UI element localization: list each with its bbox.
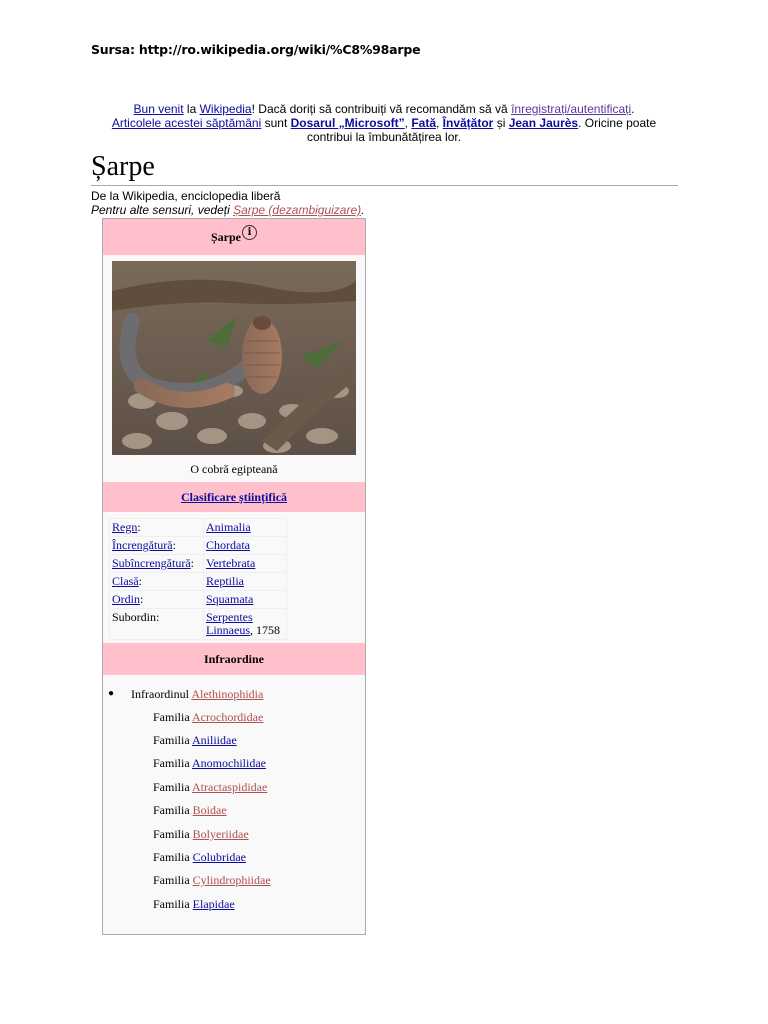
rank-cell bbox=[110, 519, 204, 537]
value-link[interactable]: Squamata bbox=[206, 592, 254, 606]
article-link-invatator[interactable]: Învățător bbox=[442, 116, 494, 130]
infobox-title bbox=[103, 219, 365, 255]
table-row bbox=[110, 609, 287, 640]
value-link[interactable]: Chordata bbox=[206, 538, 250, 552]
family-prefix: Familia bbox=[153, 897, 193, 911]
list-item bbox=[153, 756, 266, 771]
infobox-title-text: Șarpe bbox=[211, 230, 241, 244]
family-link[interactable]: Acrochordidae bbox=[192, 710, 264, 724]
rank-cell bbox=[110, 609, 204, 640]
value-cell bbox=[204, 573, 287, 591]
infobox bbox=[102, 218, 366, 935]
page-title: Șarpe bbox=[91, 150, 678, 186]
family-prefix: Familia bbox=[153, 710, 192, 724]
list-item bbox=[153, 780, 267, 795]
site-notice bbox=[100, 102, 668, 144]
list-item bbox=[108, 687, 263, 702]
notice-text: sunt bbox=[261, 116, 291, 130]
list-item bbox=[153, 803, 227, 818]
rank-colon: : bbox=[138, 574, 143, 588]
classification-link[interactable]: Clasificare științifică bbox=[180, 490, 288, 504]
family-prefix: Familia bbox=[153, 827, 193, 841]
taxonomy-table bbox=[109, 518, 287, 640]
value-link[interactable]: Reptilia bbox=[206, 574, 244, 588]
value-cell bbox=[204, 609, 287, 640]
rank-link[interactable]: Încrengătură bbox=[112, 538, 173, 552]
rank-colon: : bbox=[172, 538, 176, 552]
disambiguation-prefix: Pentru alte sensuri, vedeți bbox=[91, 203, 234, 217]
family-link[interactable]: Bolyeriidae bbox=[192, 827, 249, 841]
list-item bbox=[153, 850, 246, 865]
value-link[interactable]: Vertebrata bbox=[206, 556, 256, 570]
list-item bbox=[153, 827, 249, 842]
weekly-articles-link[interactable]: Articolele acestei săptămâni bbox=[111, 116, 262, 130]
table-row bbox=[110, 591, 287, 609]
classification-header bbox=[103, 482, 365, 512]
rank-colon: : bbox=[137, 520, 141, 534]
rank-cell bbox=[110, 591, 204, 609]
notice-text: . Oricine poate contribui la îmbunătățirea lor. bbox=[306, 116, 657, 144]
from-wikipedia: De la Wikipedia, enciclopedia liberă bbox=[91, 189, 281, 203]
source-url: Sursa: http://ro.wikipedia.org/wiki/%C8%98arpe bbox=[91, 42, 421, 57]
family-link[interactable]: Elapidae bbox=[192, 897, 235, 911]
list-item bbox=[153, 897, 235, 912]
family-prefix: Familia bbox=[153, 780, 192, 794]
notice-text: la bbox=[183, 102, 200, 116]
notice-text: ! Dacă doriți să contribuiți vă recomandăm să vă bbox=[251, 102, 512, 116]
article-link-microsoft[interactable]: Dosarul „Microsoft” bbox=[290, 116, 405, 130]
family-prefix: Familia bbox=[153, 733, 192, 747]
notice-text: , bbox=[404, 116, 412, 130]
rank-cell bbox=[110, 537, 204, 555]
table-row bbox=[110, 519, 287, 537]
rank-cell bbox=[110, 555, 204, 573]
family-link[interactable]: Boidae bbox=[192, 803, 227, 817]
author-link[interactable]: Linnaeus bbox=[206, 623, 250, 637]
rank-link[interactable]: Subîncrengătură bbox=[112, 556, 191, 570]
value-link[interactable]: Serpentes bbox=[206, 610, 253, 624]
bullet-icon: ● bbox=[108, 688, 115, 699]
rank-cell bbox=[110, 573, 204, 591]
family-link[interactable]: Anomochilidae bbox=[192, 756, 266, 770]
article-link-fata[interactable]: Fată bbox=[411, 116, 436, 130]
rank-link[interactable]: Clasă bbox=[112, 574, 139, 588]
family-prefix: Familia bbox=[153, 756, 192, 770]
info-icon[interactable]: i bbox=[242, 225, 257, 240]
rank-label: Subordin: bbox=[112, 610, 160, 624]
disambiguation-note bbox=[91, 203, 364, 217]
value-cell bbox=[204, 555, 287, 573]
disambiguation-suffix: . bbox=[361, 203, 365, 217]
family-prefix: Familia bbox=[153, 873, 193, 887]
welcome-link[interactable]: Bun venit bbox=[133, 102, 184, 116]
infraorder-link[interactable]: Alethinophidia bbox=[191, 687, 264, 701]
value-cell bbox=[204, 519, 287, 537]
value-link[interactable]: Animalia bbox=[206, 520, 251, 534]
family-prefix: Familia bbox=[153, 850, 193, 864]
rank-colon: : bbox=[190, 556, 194, 570]
family-link[interactable]: Colubridae bbox=[192, 850, 246, 864]
table-row bbox=[110, 555, 287, 573]
image-caption: O cobră egipteană bbox=[190, 462, 278, 476]
notice-text: și bbox=[493, 116, 509, 130]
notice-text: . bbox=[631, 102, 635, 116]
family-link[interactable]: Atractaspididae bbox=[192, 780, 268, 794]
wikipedia-link[interactable]: Wikipedia bbox=[199, 102, 252, 116]
infraorder-prefix: Infraordinul bbox=[131, 687, 192, 701]
notice-text: , bbox=[436, 116, 443, 130]
rank-link[interactable]: Ordin bbox=[112, 592, 140, 606]
infraorder-header: Infraordine bbox=[103, 643, 365, 675]
disambiguation-link[interactable]: Șarpe (dezambiguizare) bbox=[233, 203, 362, 217]
rank-colon: : bbox=[140, 592, 144, 606]
list-item bbox=[153, 873, 271, 888]
tagline bbox=[91, 189, 364, 217]
list-item bbox=[153, 710, 263, 725]
table-row bbox=[110, 573, 287, 591]
cobra-image[interactable] bbox=[112, 261, 356, 455]
family-link[interactable]: Cylindrophiidae bbox=[192, 873, 271, 887]
author-year: , 1758 bbox=[250, 623, 280, 637]
value-cell bbox=[204, 537, 287, 555]
rank-link[interactable]: Regn bbox=[112, 520, 138, 534]
table-row bbox=[110, 537, 287, 555]
article-link-jaures[interactable]: Jean Jaurès bbox=[508, 116, 579, 130]
list-item bbox=[153, 733, 237, 748]
family-prefix: Familia bbox=[153, 803, 193, 817]
value-cell bbox=[204, 591, 287, 609]
register-link[interactable]: înregistrați/autentificați bbox=[511, 102, 632, 116]
family-link[interactable]: Aniliidae bbox=[192, 733, 237, 747]
